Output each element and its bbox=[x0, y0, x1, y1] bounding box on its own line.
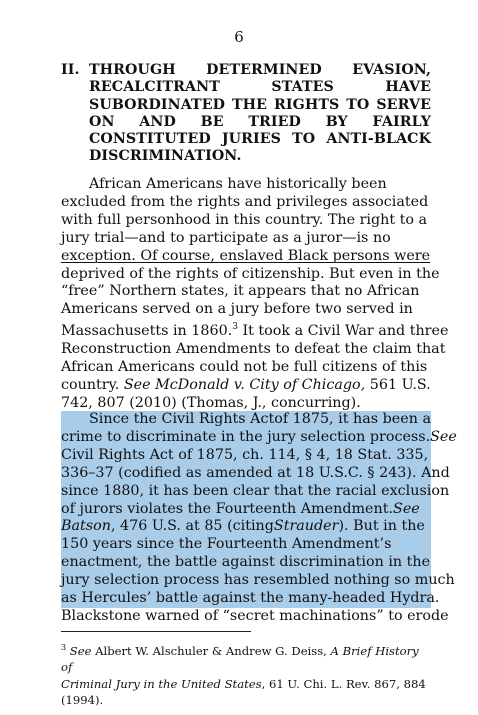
text-line: 742, 807 (2010) (Thomas, J., concurring). bbox=[61, 394, 361, 411]
text-run: It took a Civil War and three bbox=[237, 323, 449, 340]
citation-italic: Batson bbox=[61, 518, 111, 535]
heading-line: DISCRIMINATION. bbox=[89, 148, 242, 165]
footnote-ref[interactable]: 3 bbox=[232, 322, 238, 333]
footnote-marker: 3 bbox=[61, 643, 67, 652]
citation-italic: Strauder bbox=[273, 518, 339, 535]
text-line: Civil Rights Act of 1875, ch. 114, § 4, 18 Stat. 335, bbox=[61, 447, 431, 465]
text-line: 150 years since the Fourteenth Amendment’s bbox=[61, 536, 431, 554]
text-line bbox=[61, 319, 449, 341]
text-line: deprived of the rights of citizenship. But even in the bbox=[61, 265, 440, 282]
text-line: Reconstruction Amendments to defeat the claim that bbox=[61, 340, 446, 357]
text-line: excluded from the rights and privileges associated bbox=[61, 193, 429, 210]
heading-line: ON AND BE TRIED BY FAIRLY bbox=[89, 113, 431, 130]
text-line bbox=[61, 518, 431, 536]
heading-line: SUBORDINATED THE RIGHTS TO SERVE bbox=[89, 96, 431, 113]
highlighted-text: of 1875, it has been a bbox=[274, 411, 431, 427]
text-line: Blackstone warned of “secret machinations” to erode bbox=[61, 607, 449, 624]
heading-numeral: II. bbox=[61, 62, 80, 78]
text-line: as Hercules’ battle against the many-headed Hydra. bbox=[61, 590, 440, 607]
citation-italic: A Brief History of bbox=[61, 643, 419, 675]
text-line: Americans served on a jury before two served in bbox=[61, 301, 413, 318]
footnote-divider bbox=[61, 631, 251, 632]
text-run: of jurors violates the Fourteenth Amendment. bbox=[61, 500, 394, 517]
text-line bbox=[61, 248, 431, 266]
text-line: with full personhood in this country. The right to a bbox=[61, 211, 428, 228]
text-line: jury selection process has resembled nothing so much bbox=[61, 572, 455, 589]
text-line: “free” Northern states, it appears that no African bbox=[61, 283, 420, 300]
citation-italic: See McDonald v. City of Chicago, bbox=[123, 376, 366, 393]
citation-italic: See bbox=[393, 500, 420, 517]
footnote-line: (1994). bbox=[61, 693, 104, 708]
heading-line: THROUGH DETERMINED EVASION, bbox=[89, 62, 431, 78]
highlighted-text: Since the Civil Rights Act bbox=[89, 411, 275, 427]
text-line bbox=[61, 411, 431, 429]
citation-italic: Criminal Jury in the United States bbox=[61, 676, 262, 691]
text-run: Albert W. Alschuler & Andrew G. Deiss, bbox=[91, 643, 331, 658]
paragraph-1 bbox=[61, 176, 449, 413]
text-line: since 1880, it has been clear that the racial exclusion bbox=[61, 482, 450, 499]
text-line: African Americans have historically been bbox=[89, 176, 387, 192]
heading-line: RECALCITRANT STATES HAVE bbox=[89, 79, 431, 96]
text-run: , 476 U.S. at 85 (citing bbox=[110, 518, 274, 535]
text-run: country. bbox=[61, 376, 124, 393]
underlined-text: exception. Of course, enslaved Black persons were bbox=[61, 247, 431, 264]
citation-italic: See bbox=[69, 643, 92, 658]
text-line bbox=[61, 501, 431, 519]
text-run: 561 U.S. bbox=[365, 376, 431, 393]
text-line: African Americans could not be full citizens of this bbox=[61, 358, 428, 375]
text-run: crime to discriminate in the jury selection process. bbox=[61, 428, 431, 445]
text-line bbox=[61, 377, 431, 395]
citation-italic: See bbox=[430, 428, 457, 445]
footnote-line bbox=[61, 676, 433, 693]
paragraph-2 bbox=[61, 411, 457, 626]
text-run: , 61 U. Chi. L. Rev. 867, 884 bbox=[261, 676, 426, 691]
page-number: 6 bbox=[234, 28, 244, 46]
section-heading bbox=[61, 62, 431, 166]
footnote-line bbox=[61, 640, 433, 676]
footnote bbox=[61, 640, 433, 709]
text-line bbox=[61, 428, 457, 447]
text-line: enactment, the battle against discrimination in the bbox=[61, 554, 431, 571]
text-run: ). But in the bbox=[338, 518, 425, 535]
text-run: Massachusetts in 1860. bbox=[61, 323, 233, 340]
text-line: 336–37 (codified as amended at 18 U.S.C. § 243). And bbox=[61, 464, 450, 481]
heading-line: CONSTITUTED JURIES TO ANTI-BLACK bbox=[89, 131, 431, 148]
text-line: jury trial—and to participate as a juror—is no bbox=[61, 229, 391, 246]
